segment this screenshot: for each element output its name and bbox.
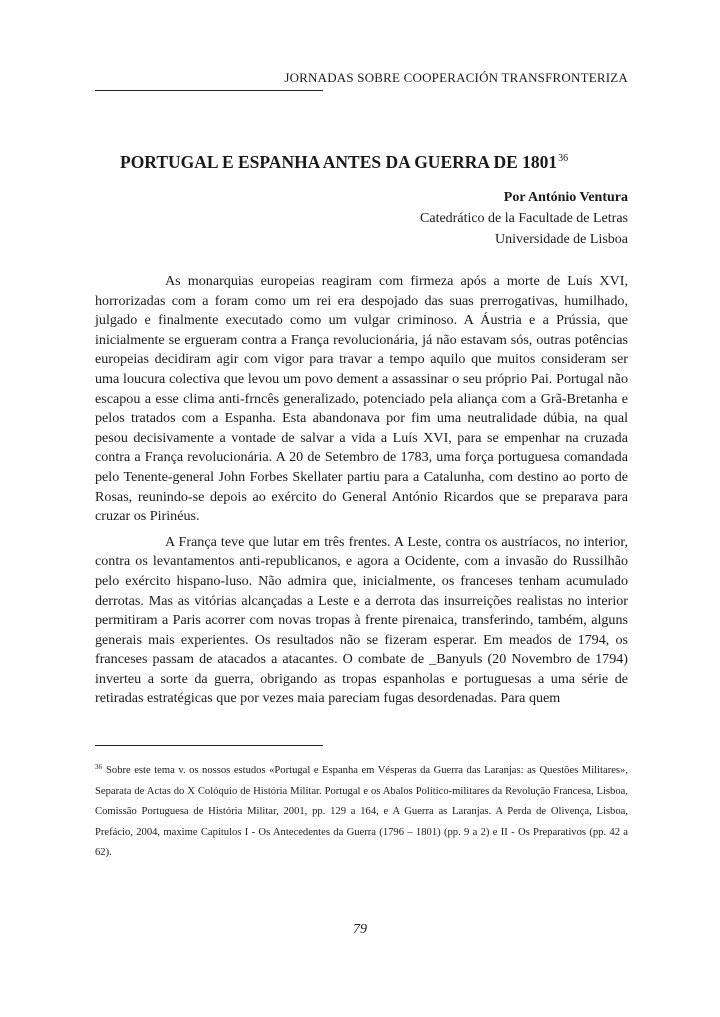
body-paragraph: As monarquias europeias reagiram com firmeza após a morte de Luís XVI, horrorizadas com a foram como um rei era despojado das suas prerrogativas, humilhado, julgado e finalmente executado como um vulgar criminoso. A Áustria e a Prússia, que inicialmente se ergueram contra a França revolucionária, já não estavam sós, outras potências europeias decidiram agir com vigor para travar a tempo aquilo que muitos consideram ser uma loucura colectiva que levou um povo dement a assassinar o seu próprio Pai. Portugal não escapou a esse clima anti-frncês generalizado, potenciado pela aliança com a Grã-Bretanha e pelos tratados com a Espanha. Esta abandonava por fim uma neutralidade dúbia, na qual pesou decisivamente a vontade de salvar a vida a Luís XVI, para se empenhar na cruzada contra a França revolucionária. A 20 de Setembro de 1783, uma força portuguesa comandada pelo Tenente-general John Forbes Skellater partiu para a Catalunha, com destino ao porto de Rosas, reunindo-se depois ao exército do General António Ricardos que se preparava para cruzar os Pirinéus. <box>95 273 628 525</box>
footnote-rule <box>95 745 323 746</box>
article-title <box>120 152 568 173</box>
title-footnote-ref[interactable]: 36 <box>558 153 569 164</box>
author-block <box>420 187 628 250</box>
running-header: JORNADAS SOBRE COOPERACIÓN TRANSFRONTERIZA <box>284 70 628 85</box>
body-text <box>95 272 628 715</box>
header-rule <box>95 90 323 91</box>
footnote <box>95 757 628 864</box>
body-paragraph: A França teve que lutar em três frentes. A Leste, contra os austríacos, no interior, contra os levantamentos anti-republicanos, e agora a Ocidente, com a invasão do Russilhão pelo exército hispano-luso. Não admira que, inicialmente, os franceses tenham acumulado derrotas. Mas as vitórias alcançadas a Leste e a derrota das insurreições realistas no interior permitiram a Paris acorrer com novas tropas à frente pirenaica, transferindo, também, alguns generais mais experientes. Os resultados não se fizeram esperar. Em meados de 1794, os franceses passam de atacados a atacantes. O combate de _Banyuls (20 Novembro de 1794) inverteu a sorte da guerra, obrigando as tropas espanholas e portuguesas a uma série de retiradas estratégicas que por vezes maia pareciam fugas desordenadas. Para quem <box>95 533 628 707</box>
footnote-number: 36 <box>95 763 102 771</box>
page-number: 79 <box>353 922 367 937</box>
footnote-text: Sobre este tema v. os nossos estudos «Portugal e Espanha em Vésperas da Guerra das Laranjas: as Questões Militares», Separata de Actas do X Colóquio de História Militar. Portugal e os Abalos Político-militares da Revolução Francesa, Lisboa, Comissão Portuguesa de História Militar, 2001, pp. 129 a 164, e A Guerra as Laranjas. A Perda de Olivença, Lisboa, Prefácio, 2004, maxime Capítulos I - Os Antecedentes da Guerra (1796 – 1801) (pp. 9 a 2) e II - Os Preparativos (pp. 42 a 62). <box>95 765 628 858</box>
author-name: Por António Ventura <box>503 190 628 205</box>
article-title-text: PORTUGAL E ESPANHA ANTES DA GUERRA DE 1801 <box>120 152 558 172</box>
affiliation-line-2: Universidade de Lisboa <box>495 232 628 247</box>
affiliation-line-1: Catedrático de la Facultade de Letras <box>420 211 628 226</box>
